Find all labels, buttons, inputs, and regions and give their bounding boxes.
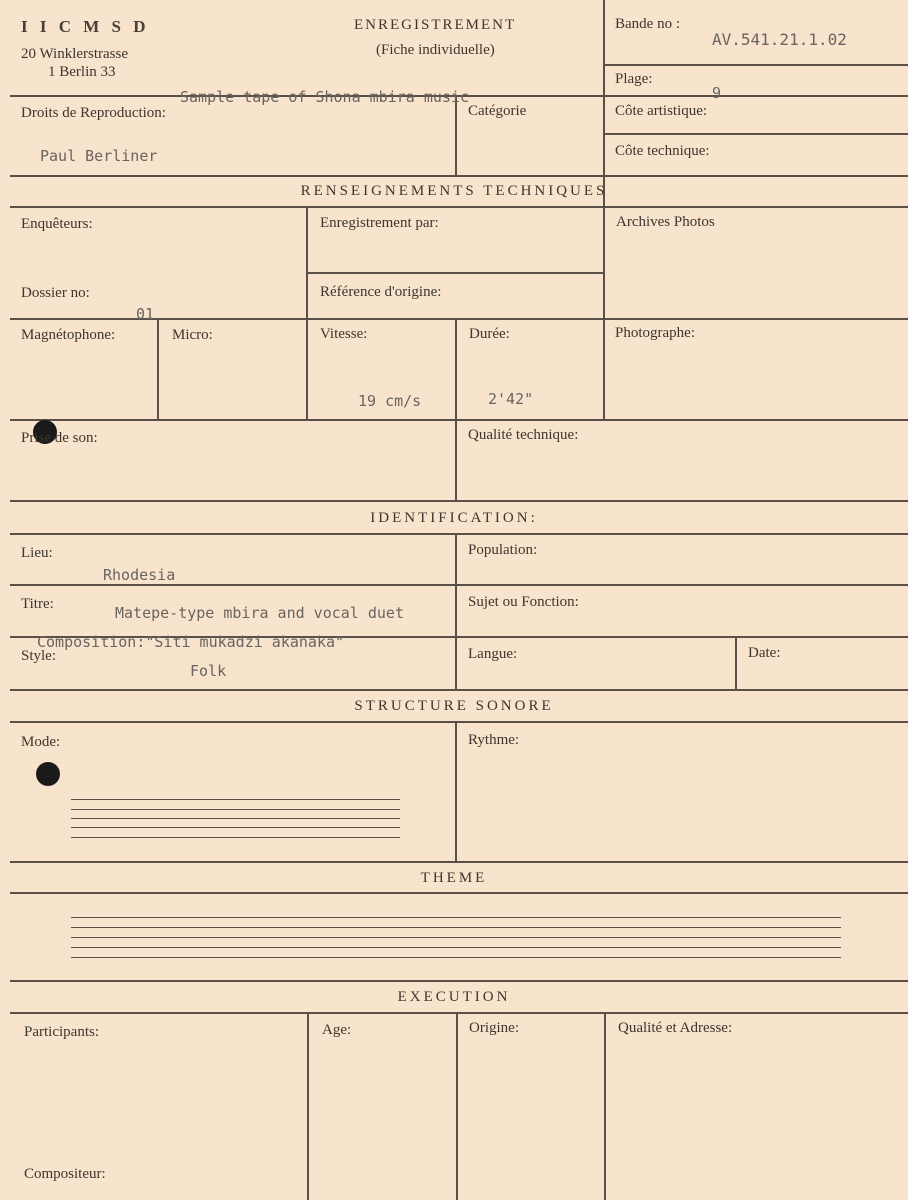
categorie-label: Catégorie	[468, 103, 527, 119]
form-title: ENREGISTREMENT	[354, 17, 517, 33]
prise-de-son-label: Prise de son:	[21, 430, 98, 446]
style-value[interactable]: Folk	[190, 662, 227, 680]
cote-artistique-label: Côte artistique:	[615, 103, 708, 119]
style-label: Style:	[21, 648, 57, 664]
section-theme: THEME	[420, 870, 488, 886]
compositeur-label: Compositeur:	[24, 1166, 106, 1182]
date-label: Date:	[748, 645, 781, 661]
population-label: Population:	[468, 542, 538, 558]
lieu-label: Lieu:	[21, 545, 53, 561]
magnetophone-label: Magnétophone:	[21, 327, 116, 343]
origine-label: Origine:	[469, 1020, 519, 1036]
section-execution: EXECUTION	[397, 989, 511, 1005]
droits-label: Droits de Reproduction:	[21, 105, 166, 121]
enregistrement-par-label: Enregistrement par:	[320, 215, 439, 231]
participants-label: Participants:	[24, 1024, 99, 1040]
composition-value[interactable]: Composition:"Siti mukadzi akanaka"	[37, 633, 345, 651]
reference-label: Référence d'origine:	[320, 284, 442, 300]
photographe-label: Photographe:	[615, 325, 695, 341]
punch-hole-bottom	[36, 762, 60, 786]
duree-value[interactable]: 2'42"	[488, 390, 534, 408]
qualite-adresse-label: Qualité et Adresse:	[618, 1020, 733, 1036]
section-identification: IDENTIFICATION:	[370, 510, 538, 526]
lieu-value[interactable]: Rhodesia	[103, 566, 176, 584]
duree-label: Durée:	[469, 326, 510, 342]
qualite-technique-label: Qualité technique:	[468, 427, 579, 443]
cote-technique-label: Côte technique:	[615, 143, 710, 159]
section-structure-sonore: STRUCTURE SONORE	[354, 698, 554, 714]
vitesse-label: Vitesse:	[320, 326, 368, 342]
titre-label: Titre:	[21, 596, 54, 612]
vitesse-value[interactable]: 19 cm/s	[358, 392, 422, 410]
form-subtitle: (Fiche individuelle)	[376, 42, 495, 58]
bande-value[interactable]: AV.541.21.1.02	[712, 30, 847, 49]
dossier-value[interactable]: 01	[136, 305, 155, 323]
dossier-label: Dossier no:	[21, 285, 90, 301]
org-address-city: 1 Berlin 33	[48, 64, 116, 80]
section-technique: RENSEIGNEMENTS TECHNIQUES	[300, 183, 608, 199]
mode-label: Mode:	[21, 734, 61, 750]
org-logo-text: I I C M S D	[21, 17, 150, 36]
plage-label: Plage:	[615, 71, 653, 87]
sujet-label: Sujet ou Fonction:	[468, 594, 579, 610]
rythme-label: Rythme:	[468, 732, 520, 748]
enqueteurs-label: Enquêteurs:	[21, 216, 93, 232]
droits-value[interactable]: Paul Berliner	[40, 147, 158, 165]
micro-label: Micro:	[172, 327, 213, 343]
overtyped-title: Sample tape of Shona mbira music	[180, 88, 469, 106]
age-label: Age:	[322, 1022, 352, 1038]
org-address-street: 20 Winklerstrasse	[21, 46, 129, 62]
archives-label: Archives Photos	[616, 214, 715, 230]
langue-label: Langue:	[468, 646, 518, 662]
bande-label: Bande no :	[615, 16, 680, 32]
plage-value[interactable]: 9	[712, 84, 722, 102]
titre-value[interactable]: Matepe-type mbira and vocal duet	[115, 604, 404, 622]
